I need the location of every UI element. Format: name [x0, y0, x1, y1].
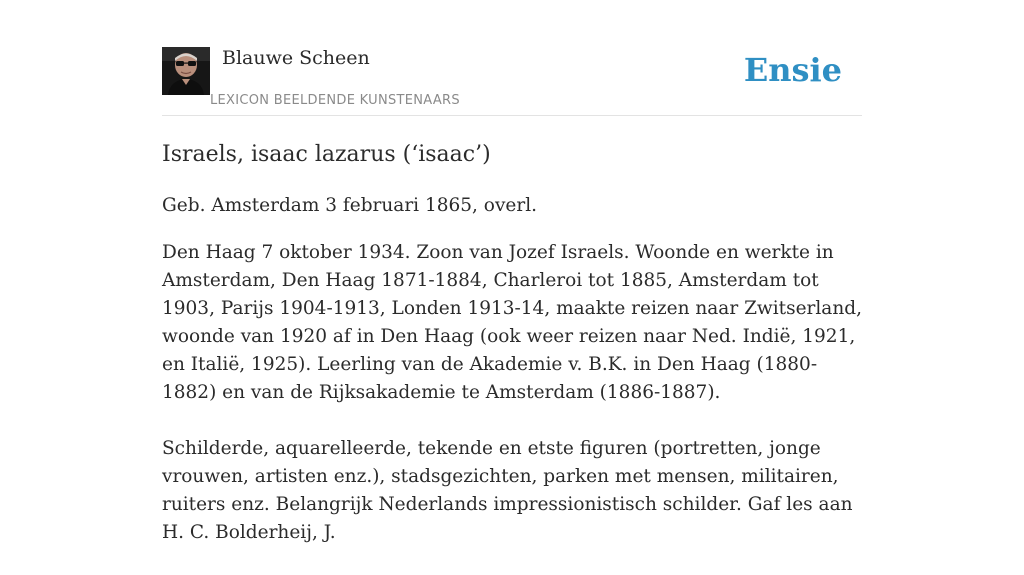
article-body	[162, 192, 866, 575]
brand-logo[interactable]: Ensie	[743, 51, 842, 89]
category-label[interactable]: LEXICON BEELDENDE KUNSTENAARS	[210, 93, 460, 108]
author-name[interactable]: Blauwe Scheen	[222, 47, 370, 69]
body-paragraph: Geb. Amsterdam 3 februari 1865, overl.	[162, 195, 537, 216]
article-header	[162, 46, 862, 116]
page-title: Israels, isaac lazarus (‘isaac’)	[162, 142, 491, 167]
author-avatar[interactable]	[162, 47, 210, 95]
body-paragraph: Schilderde, aquarelleerde, tekende en etste figuren (portretten, jonge vrouwen, artisten enz.), stadsgezichten, parken met mensen, militairen, ruiters enz. Belangrijk Nederlands impressionistisch schilder. Gaf les aan H. C. Bolderheij, J.	[162, 438, 853, 543]
body-paragraph: Den Haag 7 oktober 1934. Zoon van Jozef Israels. Woonde en werkte in Amsterdam, Den Haag 1871-1884, Charleroi tot 1885, Amsterdam tot 1903, Parijs 1904-1913, Londen 1913-14, maakte reizen naar Zwitserland, woonde van 1920 af in Den Haag (ook weer reizen naar Ned. Indië, 1921, en Italië, 1925). Leerling van de Akademie v. B.K. in Den Haag (1880-1882) en van de Rijksakademie te Amsterdam (1886-1887).	[162, 242, 862, 403]
avatar-portrait-icon	[162, 47, 210, 95]
